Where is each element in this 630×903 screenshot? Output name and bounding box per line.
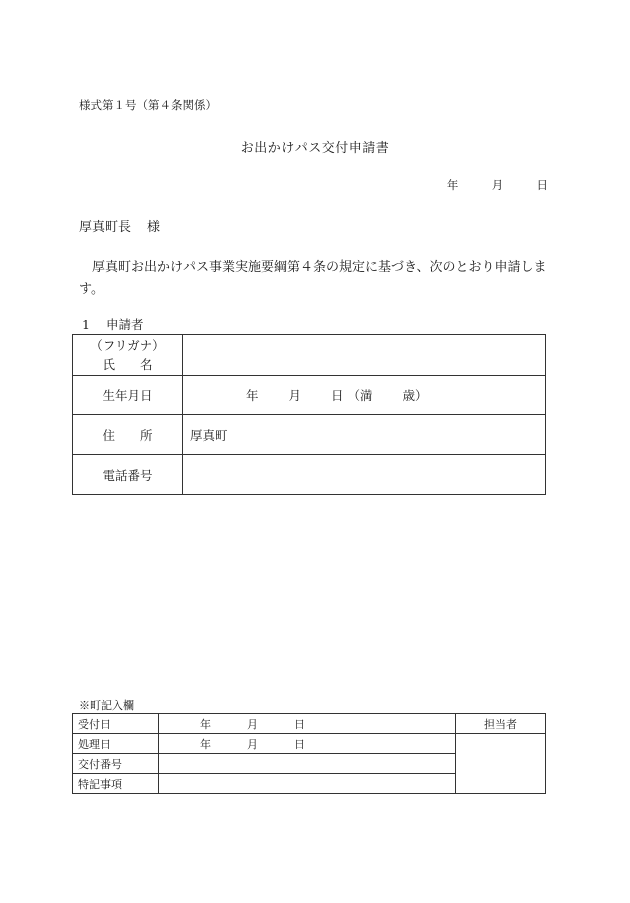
processed-date-field[interactable] [159, 734, 456, 754]
phone-field[interactable] [183, 455, 546, 495]
received-date-field[interactable] [159, 714, 456, 734]
phone-label: 電話番号 [73, 455, 183, 495]
birthdate-label: 生年月日 [73, 376, 183, 415]
processed-date-label: 処理日 [73, 734, 159, 754]
name-field[interactable] [183, 335, 546, 376]
addressee [79, 216, 160, 235]
form-number: 様式第１号（第４条関係） [79, 98, 217, 112]
section-title: 申請者 [105, 317, 144, 332]
issue-number-field[interactable] [159, 754, 456, 774]
addressee-honorific: 様 [147, 220, 161, 235]
age-close: 歳） [402, 388, 428, 403]
processed-day: 日 [294, 737, 305, 751]
date-month-label: 月 [491, 178, 504, 192]
staff-signature-field[interactable] [456, 734, 546, 794]
addressee-name: 厚真町長 [79, 220, 132, 235]
document-title: お出かけパス交付申請書 [240, 141, 390, 156]
section-heading [82, 315, 143, 333]
application-statement: 厚真町お出かけパス事業実施要綱第４条の規定に基づき、次のとおり申請します。 [79, 260, 547, 297]
address-label: 住 所 [73, 415, 183, 455]
applicant-table [72, 334, 546, 495]
name-label-cell [73, 335, 183, 376]
remarks-label: 特記事項 [73, 774, 159, 794]
furigana-label: （フリガナ） [90, 338, 165, 353]
office-use-table [72, 713, 546, 794]
name-row [73, 335, 546, 376]
issue-number-label: 交付番号 [73, 754, 159, 774]
section-number: 1 [82, 317, 90, 332]
address-field[interactable]: 厚真町 [183, 415, 546, 455]
birthdate-field[interactable] [183, 376, 546, 415]
name-label: 氏 名 [102, 357, 153, 372]
office-use-label: ※町記入欄 [79, 699, 134, 712]
staff-label: 担当者 [456, 714, 546, 734]
birthdate-year: 年 [245, 388, 259, 403]
remarks-field[interactable] [159, 774, 456, 794]
submission-date [447, 177, 548, 193]
received-month: 月 [247, 717, 258, 731]
received-day: 日 [294, 717, 305, 731]
received-year: 年 [200, 717, 211, 731]
birthdate-row [73, 376, 546, 415]
date-day-label: 日 [536, 178, 548, 192]
office-row-processed [73, 734, 546, 754]
phone-row [73, 455, 546, 495]
birthdate-month: 月 [288, 388, 301, 403]
birthdate-day: 日 [330, 388, 344, 403]
date-year-label: 年 [446, 178, 459, 192]
processed-year: 年 [200, 737, 211, 751]
processed-month: 月 [247, 737, 258, 751]
address-row [73, 415, 546, 455]
age-open: （満 [347, 388, 373, 403]
office-row-received [73, 714, 546, 734]
received-date-label: 受付日 [73, 714, 159, 734]
